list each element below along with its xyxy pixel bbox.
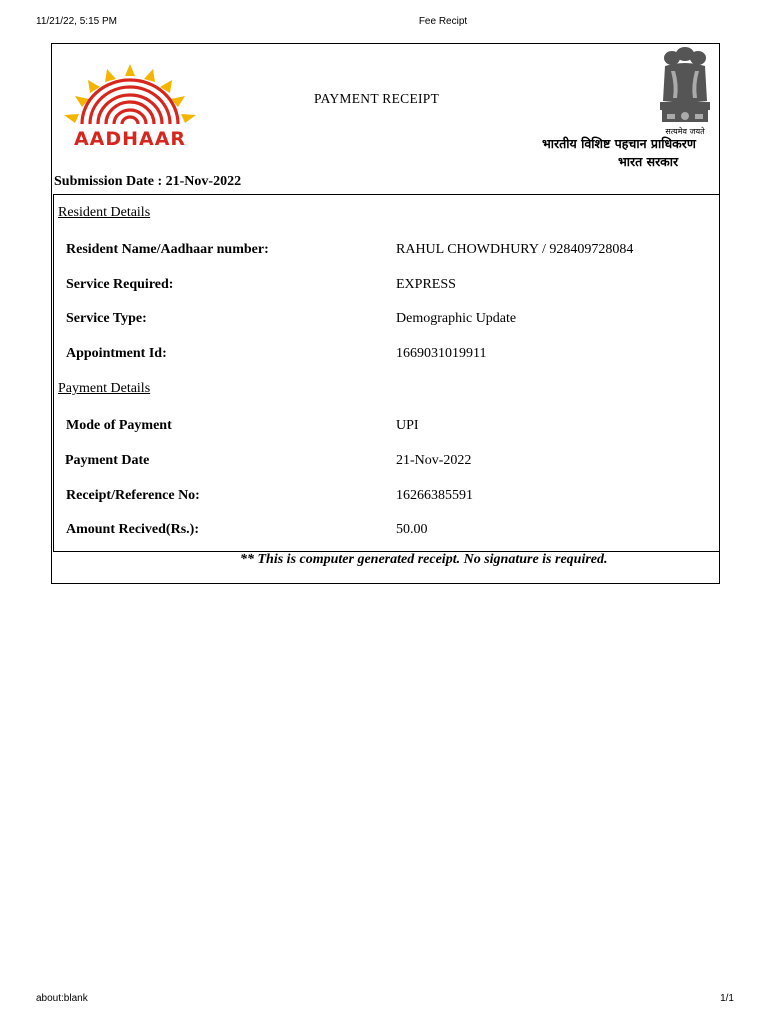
print-datetime: 11/21/22, 5:15 PM (36, 16, 117, 27)
service-type-label: Service Type: (66, 311, 147, 326)
aadhaar-logo (60, 62, 200, 152)
page-title: PAYMENT RECEIPT (314, 91, 440, 106)
resident-details-heading: Resident Details (58, 205, 151, 220)
computer-generated-note: ** This is computer generated receipt. No signature is required. (240, 552, 608, 567)
service-required-value: EXPRESS (396, 277, 456, 292)
receipt-reference-label: Receipt/Reference No: (66, 488, 200, 503)
appointment-id-label: Appointment Id: (66, 346, 167, 361)
print-header (0, 16, 768, 32)
amount-received-label: Amount Recived(Rs.): (66, 522, 199, 537)
emblem-motto: सत्यमेव जयते (665, 127, 705, 136)
payment-date-label: Payment Date (65, 453, 150, 468)
payment-mode-value: UPI (396, 418, 419, 433)
payment-details-heading: Payment Details (58, 381, 151, 396)
aadhaar-logo-text: AADHAAR (73, 128, 187, 150)
org-name-hindi: भारतीय विशिष्ट पहचान प्राधिकरण (542, 136, 696, 151)
service-type-value: Demographic Update (396, 311, 517, 326)
print-page-count: 1/1 (720, 993, 734, 1004)
print-doc-title: Fee Recipt (418, 16, 468, 27)
resident-name-label: Resident Name/Aadhaar number: (66, 242, 269, 257)
payment-mode-label: Mode of Payment (66, 418, 172, 433)
resident-name-value: RAHUL CHOWDHURY / 928409728084 (396, 242, 634, 257)
receipt-reference-value: 16266385591 (396, 488, 473, 503)
submission-date: Submission Date : 21-Nov-2022 (54, 174, 242, 189)
amount-received-value: 50.00 (396, 522, 428, 537)
appointment-id-value: 1669031019911 (396, 346, 487, 361)
print-url: about:blank (36, 993, 88, 1004)
national-emblem-icon (655, 46, 715, 138)
print-footer (0, 993, 768, 1009)
payment-date-value: 21-Nov-2022 (396, 453, 472, 468)
service-required-label: Service Required: (66, 277, 174, 292)
org-govt-hindi: भारत सरकार (618, 154, 679, 169)
